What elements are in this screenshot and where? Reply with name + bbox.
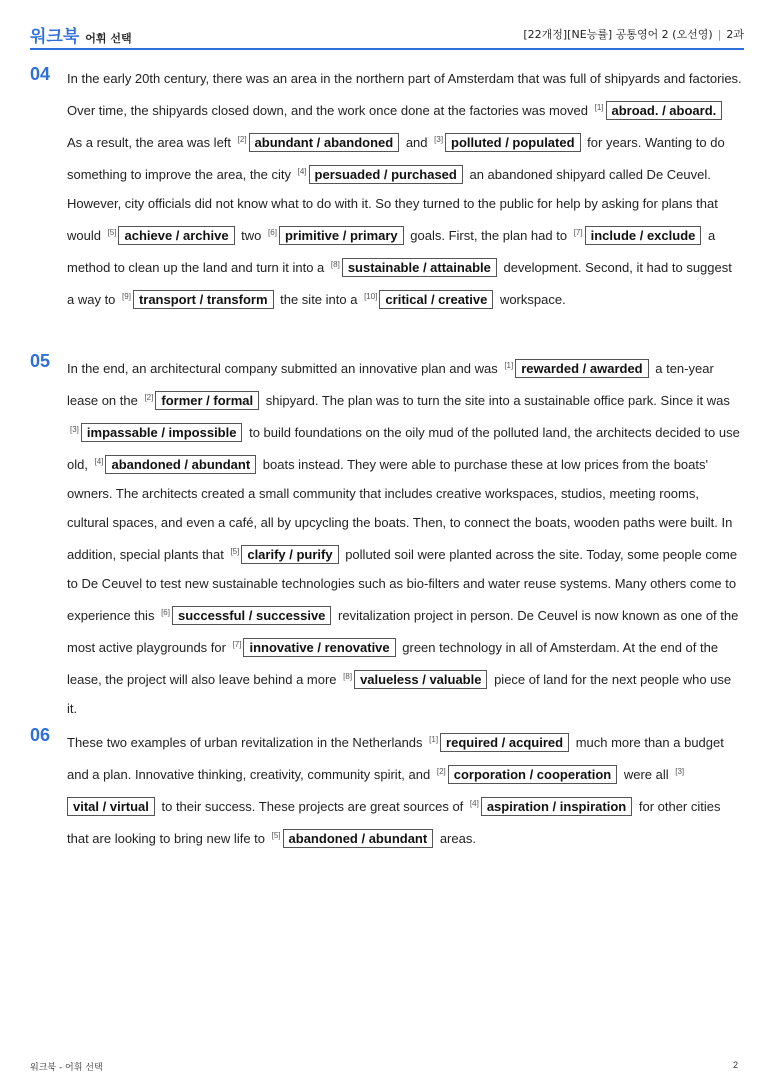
text-run: green technology in all of Amsterdam. At the end of the lease, the project will also leave behind a more (67, 640, 719, 687)
text-run: As a result, the area was left (67, 135, 235, 150)
course-info (523, 26, 744, 42)
blank-marker: [3] (434, 135, 444, 144)
word-choice-box[interactable]: required / acquired (440, 733, 569, 752)
word-choice-box[interactable]: former / formal (155, 391, 259, 410)
blank-marker: [7] (232, 640, 242, 649)
word-choice-box[interactable]: innovative / renovative (243, 638, 395, 657)
text-run: goals. First, the plan had to (406, 228, 571, 243)
blank-marker: [1] (504, 361, 514, 370)
text-run: These two examples of urban revitalization in the Netherlands (67, 735, 427, 750)
passage-number: 06 (30, 725, 51, 745)
blank-marker: [3] (675, 767, 685, 776)
text-run: shipyard. The plan was to turn the site into a sustainable office park. Since it was (262, 393, 730, 408)
blank-marker: [8] (343, 672, 353, 681)
blank-marker: [2] (237, 135, 247, 144)
blank-marker: [4] (469, 799, 479, 808)
text-run: to their success. These projects are great sources of (157, 799, 467, 814)
text-run: for years. Wanting to do something to improve the area, the city (67, 135, 725, 182)
text-run: an abandoned shipyard called De Ceuvel. However, city officials did not know what to do with it. So they turned to the public for help by asking for plans that would (67, 167, 718, 243)
word-choice-box[interactable]: include / exclude (585, 226, 702, 245)
blank-marker: [7] (573, 228, 583, 237)
word-choice-box[interactable]: corporation / cooperation (448, 765, 617, 784)
blank-marker: [2] (144, 393, 154, 402)
blank-marker: [2] (436, 767, 446, 776)
word-choice-box[interactable]: polluted / populated (445, 133, 581, 152)
word-choice-box[interactable]: rewarded / awarded (515, 359, 648, 378)
blank-marker: [6] (268, 228, 277, 237)
word-choice-box[interactable]: valueless / valuable (354, 670, 487, 689)
word-choice-box[interactable]: impassable / impossible (81, 423, 243, 442)
text-run: were all (620, 767, 673, 782)
text-run: revitalization project in person. De Ceuvel is now known as one of the most active playgrounds for (67, 608, 739, 655)
blank-marker: [3] (70, 425, 79, 434)
passage-number: 05 (30, 351, 51, 371)
text-run: a method to clean up the land and turn it into a (67, 228, 716, 275)
brand (30, 22, 132, 47)
blank-marker: [9] (122, 292, 131, 301)
blank-marker: [5] (271, 831, 281, 840)
page-number: 2 (732, 1060, 738, 1070)
word-choice-box[interactable]: aspiration / inspiration (481, 797, 632, 816)
text-run: development. Second, it had to suggest a way to (67, 260, 732, 307)
text-run: polluted soil were planted across the site. Today, some people come to De Ceuvel to test new sustainable technologies such as bio-filters and water reuse systems. Many others come to experience this (67, 547, 738, 623)
text-run: two (237, 228, 266, 243)
text-run: the site into a (276, 292, 362, 307)
passage-04 (30, 64, 742, 314)
text-run: In the early 20th century, there was an area in the northern part of Amsterdam that was full of shipyards and factories. Over time, the shipyards closed down, and the work once done at the factories was moved (67, 71, 742, 118)
text-run: to build foundations on the oily mud of the polluted land, the architects decided to use old, (67, 425, 740, 472)
text-run: piece of land for the next people who use it. (67, 672, 732, 716)
blank-marker: [4] (297, 167, 307, 176)
word-choice-box[interactable]: vital / virtual (67, 797, 155, 816)
word-choice-box[interactable]: clarify / purify (241, 545, 338, 564)
text-run: boats instead. They were able to purchase these at low prices from the boats' owners. The architects created a small community that includes creative workspaces, studios, meeting rooms, cultural spaces, and even a café, all by upcycling the boats. Then, to connect the boats, wooden paths were built. In addition, special plants that (67, 457, 733, 562)
passage-06 (30, 725, 742, 853)
text-run: for other cities that are looking to bring new life to (67, 799, 721, 846)
word-choice-box[interactable]: abroad. / aboard. (606, 101, 723, 120)
passage-text (67, 64, 742, 314)
footer-label: 워크북 - 어휘 선택 (30, 1063, 103, 1073)
word-choice-box[interactable]: critical / creative (379, 290, 493, 309)
passage-number: 04 (30, 64, 51, 84)
brand-subtitle: 어휘 선택 (85, 31, 132, 45)
brand-name: 워크북 (30, 26, 80, 47)
blank-marker: [5] (107, 228, 117, 237)
blank-marker: [6] (161, 608, 170, 617)
blank-marker: [10] (364, 292, 378, 301)
passage-05 (30, 351, 742, 723)
passage-text (67, 351, 742, 723)
text-run: workspace. (496, 292, 566, 307)
passage-text (67, 725, 742, 853)
word-choice-box[interactable]: primitive / primary (279, 226, 404, 245)
page-header (30, 20, 744, 50)
text-run: In the end, an architectural company submitted an innovative plan and was (67, 361, 502, 376)
word-choice-box[interactable]: successful / successive (172, 606, 331, 625)
blank-marker: [4] (94, 457, 104, 466)
blank-marker: [1] (594, 103, 604, 112)
text-run: areas. (436, 831, 476, 846)
course-title: [22개정][NE능률] 공통영어 2 (오선영) (523, 28, 713, 41)
header-separator: | (717, 28, 722, 41)
blank-marker: [1] (429, 735, 439, 744)
text-run: and (402, 135, 432, 150)
word-choice-box[interactable]: abundant / abandoned (249, 133, 400, 152)
word-choice-box[interactable]: persuaded / purchased (309, 165, 463, 184)
blank-marker: [8] (330, 260, 340, 269)
word-choice-box[interactable]: abandoned / abundant (283, 829, 434, 848)
blank-marker: [5] (230, 547, 240, 556)
word-choice-box[interactable]: abandoned / abundant (105, 455, 256, 474)
text-run: a ten-year lease on the (67, 361, 714, 408)
text-run: much more than a budget and a plan. Innovative thinking, creativity, community spirit, and (67, 735, 724, 782)
lesson-label: 2과 (726, 28, 744, 41)
word-choice-box[interactable]: sustainable / attainable (342, 258, 497, 277)
word-choice-box[interactable]: transport / transform (133, 290, 274, 309)
word-choice-box[interactable]: achieve / archive (118, 226, 234, 245)
